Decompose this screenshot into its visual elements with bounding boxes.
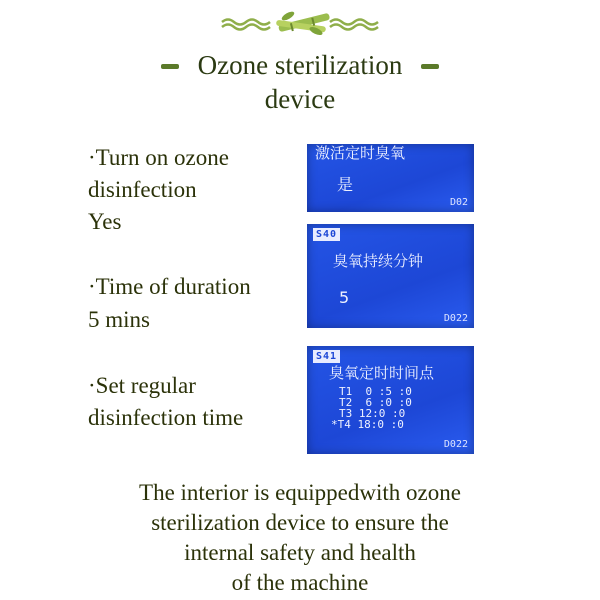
timer-row: T3 12:0 :0 — [339, 407, 406, 420]
page-title — [0, 50, 600, 81]
title-line-2: device — [264, 84, 336, 114]
feature-3-line-1: ·Set regular — [88, 373, 196, 398]
screen-2-title: 臭氧持续分钟 — [333, 252, 424, 270]
screen-2-value: 5 — [339, 288, 350, 307]
feature-2-line-1: ·Time of duration — [88, 274, 251, 299]
feature-2-line-2: 5 mins — [88, 307, 150, 332]
footer-line-2: sterilization device to ensure the — [151, 510, 449, 535]
screen-2-tag: S40 — [313, 228, 340, 241]
timer-row: T2 6 :0 :0 — [339, 396, 412, 409]
bamboo-ornament-icon — [220, 8, 380, 36]
lcd-screen-activate-ozone — [307, 144, 474, 212]
title-dash-right — [421, 64, 439, 69]
footer-line-3: internal safety and health — [184, 540, 416, 565]
timer-row: T1 0 :5 :0 — [339, 385, 412, 398]
screen-3-code: D022 — [443, 439, 468, 450]
screen-1-value: 是 — [337, 175, 354, 194]
timer-row: *T4 18:0 :0 — [331, 418, 404, 431]
screen-2-code: D022 — [443, 313, 468, 324]
screen-1-code: D02 — [449, 197, 468, 208]
title-dash-left — [161, 64, 179, 69]
screen-3-tag: S41 — [313, 350, 340, 363]
screen-1-title: 激活定时臭氧 — [315, 144, 406, 162]
feature-3-line-2: disinfection time — [88, 405, 244, 430]
footer-line-4: of the machine — [231, 570, 369, 595]
feature-1-line-2: disinfection — [88, 177, 197, 202]
footer-line-1: The interior is equippedwith ozone — [139, 480, 461, 505]
feature-1-line-1: ·Turn on ozone — [88, 145, 229, 170]
lcd-screen-ozone-schedule — [307, 346, 474, 454]
screen-3-title: 臭氧定时时间点 — [329, 364, 435, 382]
lcd-screen-ozone-duration — [307, 224, 474, 328]
feature-1-line-3: Yes — [88, 209, 122, 234]
title-line-1: Ozone sterilization — [197, 50, 403, 80]
footer-description — [0, 478, 600, 598]
